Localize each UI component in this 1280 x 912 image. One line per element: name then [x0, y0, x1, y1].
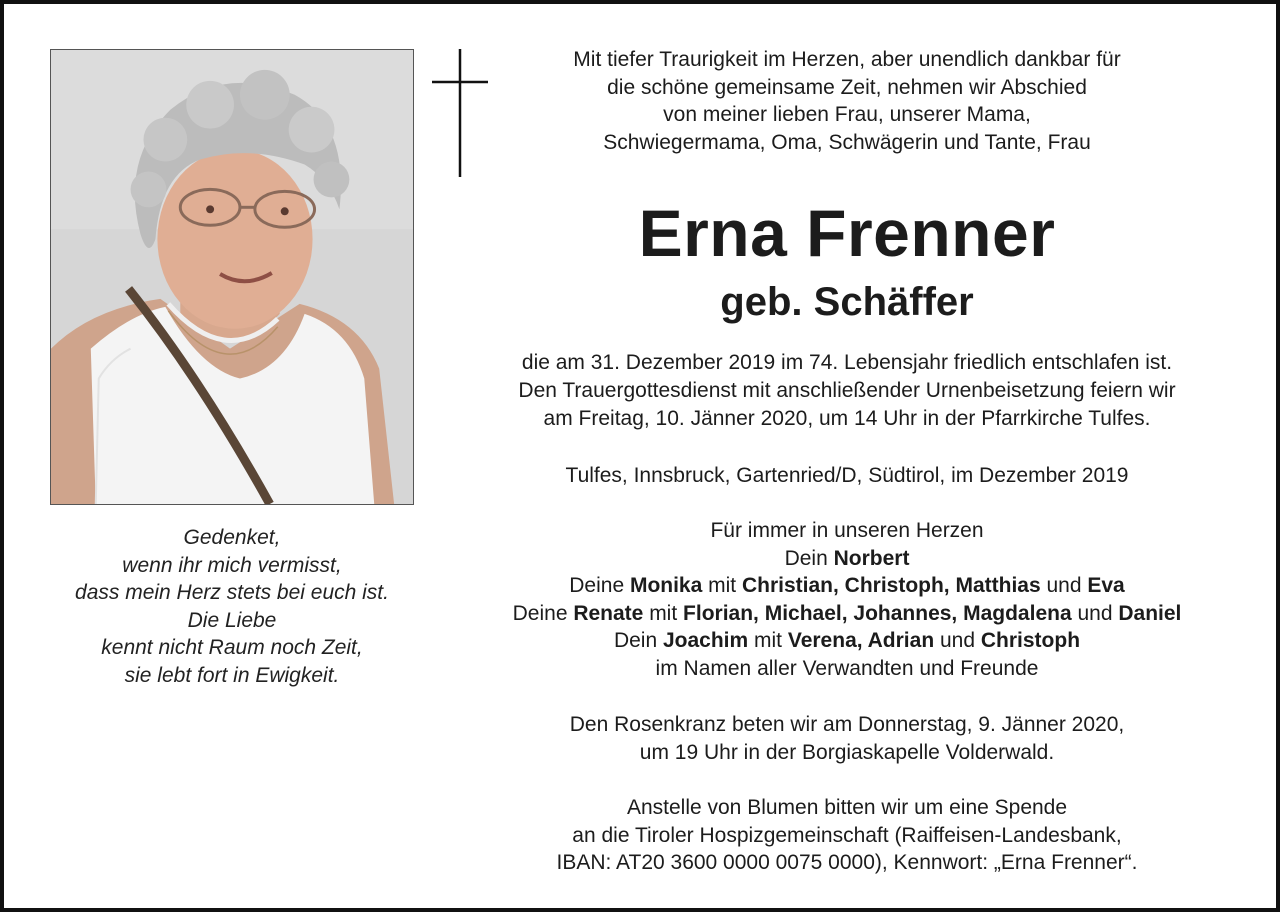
family-name: Christoph	[980, 629, 1081, 652]
family-name: Daniel	[1118, 601, 1182, 625]
family-closing: im Namen aller Verwandten und Freunde	[655, 656, 1039, 680]
memorial-poem	[34, 524, 430, 689]
donation-line: Anstelle von Blumen bitten wir um eine Spende	[626, 796, 1068, 819]
text-fragment: Deine	[569, 574, 630, 597]
family-name: Norbert	[833, 546, 910, 570]
text-fragment: Dein	[613, 629, 663, 652]
family-name: Verena, Adrian	[787, 629, 935, 652]
family-list	[444, 517, 1250, 682]
rosary-line: Den Rosenkranz beten wir am Donnerstag, 9. Jänner 2020,	[569, 713, 1125, 736]
family-name: Monika	[629, 574, 703, 597]
donation-line: IBAN: AT20 3600 0000 0075 0000), Kennwort: „Erna Frenner“.	[556, 851, 1138, 874]
family-line-renate	[444, 600, 1250, 628]
deceased-name: Erna Frenner	[638, 196, 1056, 270]
text-fragment: und	[1040, 574, 1088, 597]
poem-line: wenn ihr mich vermisst,	[122, 553, 342, 577]
text-fragment: mit	[702, 574, 742, 597]
family-line-joachim	[444, 627, 1250, 655]
poem-line: kennt nicht Raum noch Zeit,	[101, 636, 363, 659]
text-fragment: und	[934, 629, 981, 652]
text-fragment: mit	[643, 601, 684, 625]
text-fragment: und	[1071, 601, 1119, 625]
text-fragment: Deine	[512, 601, 574, 625]
place-date: Tulfes, Innsbruck, Gartenried/D, Südtirol, im Dezember 2019	[565, 464, 1129, 487]
details-line: Den Trauergottesdienst mit anschließender Urnenbeisetzung feiern wir	[518, 379, 1176, 402]
text-fragment: mit	[748, 629, 788, 652]
family-name: Florian, Michael, Johannes, Magdalena	[683, 601, 1072, 625]
portrait-illustration	[51, 50, 413, 504]
details-line: die am 31. Dezember 2019 im 74. Lebensjahr friedlich entschlafen ist.	[521, 351, 1173, 374]
family-name: Eva	[1087, 574, 1125, 597]
family-heading: Für immer in unseren Herzen	[710, 519, 984, 542]
intro-line: die schöne gemeinsame Zeit, nehmen wir Abschied	[607, 75, 1087, 99]
intro-text	[444, 46, 1250, 156]
details-line: am Freitag, 10. Jänner 2020, um 14 Uhr in der Pfarrkirche Tulfes.	[543, 407, 1151, 430]
poem-line: sie lebt fort in Ewigkeit.	[124, 663, 340, 687]
family-line-husband	[444, 545, 1250, 573]
intro-line: von meiner lieben Frau, unserer Mama,	[663, 103, 1031, 126]
family-line-monika	[444, 572, 1250, 600]
donation-line: an die Tiroler Hospizgemeinschaft (Raiffeisen-Landesbank,	[572, 823, 1122, 847]
rosary-notice	[444, 711, 1250, 766]
family-name: Christian, Christoph, Matthias	[741, 574, 1041, 597]
rosary-line: um 19 Uhr in der Borgiaskapelle Volderwald.	[639, 740, 1055, 764]
poem-line: Die Liebe	[187, 608, 277, 632]
intro-line: Mit tiefer Traurigkeit im Herzen, aber unendlich dankbar für	[573, 48, 1121, 71]
family-name: Joachim	[662, 629, 749, 652]
donation-notice	[444, 794, 1250, 877]
death-and-service-details	[444, 349, 1250, 433]
intro-line: Schwiegermama, Oma, Schwägerin und Tante, Frau	[603, 130, 1091, 154]
maiden-name: geb. Schäffer	[720, 280, 974, 324]
family-name: Renate	[573, 601, 644, 625]
text-fragment: Dein	[784, 546, 834, 570]
poem-line: dass mein Herz stets bei euch ist.	[75, 581, 389, 604]
poem-line: Gedenket,	[183, 526, 281, 549]
portrait-photo	[50, 49, 414, 505]
